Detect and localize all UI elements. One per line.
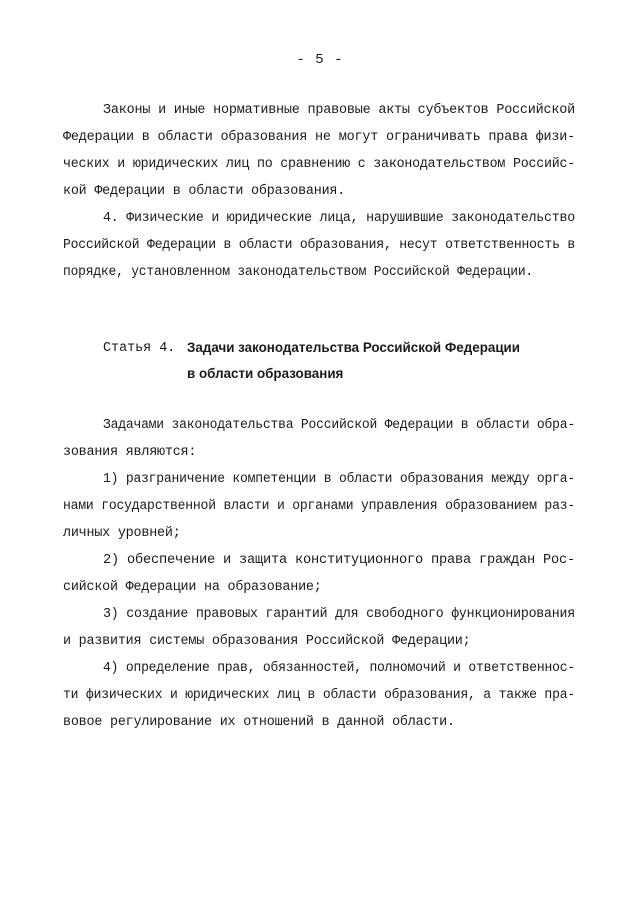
list-item-line: сийской Федерации на образование; bbox=[63, 580, 322, 595]
list-item-line: 2) обеспечение и защита конституционного права граждан Рос- bbox=[103, 553, 575, 568]
list-item-line: нами государственной власти и органами управления образованием раз- bbox=[63, 499, 575, 514]
paragraph-line: зования являются: bbox=[63, 445, 197, 460]
article-title: в области образования bbox=[187, 366, 344, 381]
paragraph-line: кой Федерации в области образования. bbox=[63, 184, 346, 199]
paragraph-line: Законы и иные нормативные правовые акты субъектов Российской bbox=[103, 103, 575, 118]
paragraph-line: порядке, установленном законодательством Российской Федерации. bbox=[63, 265, 533, 280]
paragraph-line: ческих и юридических лиц по сравнению с законодательством Российс- bbox=[63, 157, 575, 172]
paragraph-line: 4. Физические и юридические лица, нарушившие законодательство bbox=[103, 211, 575, 226]
list-item-line: и развития системы образования Российской Федерации; bbox=[63, 634, 471, 649]
paragraph-line: Федерации в области образования не могут ограничивать права физи- bbox=[63, 130, 575, 145]
list-item-line: 4) определение прав, обязанностей, полномочий и ответственнос- bbox=[103, 661, 575, 676]
page-number: - 5 - bbox=[296, 52, 344, 68]
paragraph-line: Российской Федерации в области образования, несут ответственность в bbox=[63, 238, 575, 253]
list-item-line: 1) разграничение компетенции в области образования между орга- bbox=[103, 472, 575, 487]
list-item-line: личных уровней; bbox=[63, 526, 181, 541]
paragraph-line: Задачами законодательства Российской Федерации в области обра- bbox=[103, 418, 575, 433]
list-item-line: 3) создание правовых гарантий для свободного функционирования bbox=[103, 607, 575, 622]
list-item-line: вовое регулирование их отношений в данной области. bbox=[63, 715, 455, 730]
list-item-line: ти физических и юридических лиц в области образования, а также пра- bbox=[63, 688, 575, 703]
article-label: Статья 4. bbox=[103, 341, 176, 356]
article-title: Задачи законодательства Российской Федерации bbox=[187, 340, 521, 355]
